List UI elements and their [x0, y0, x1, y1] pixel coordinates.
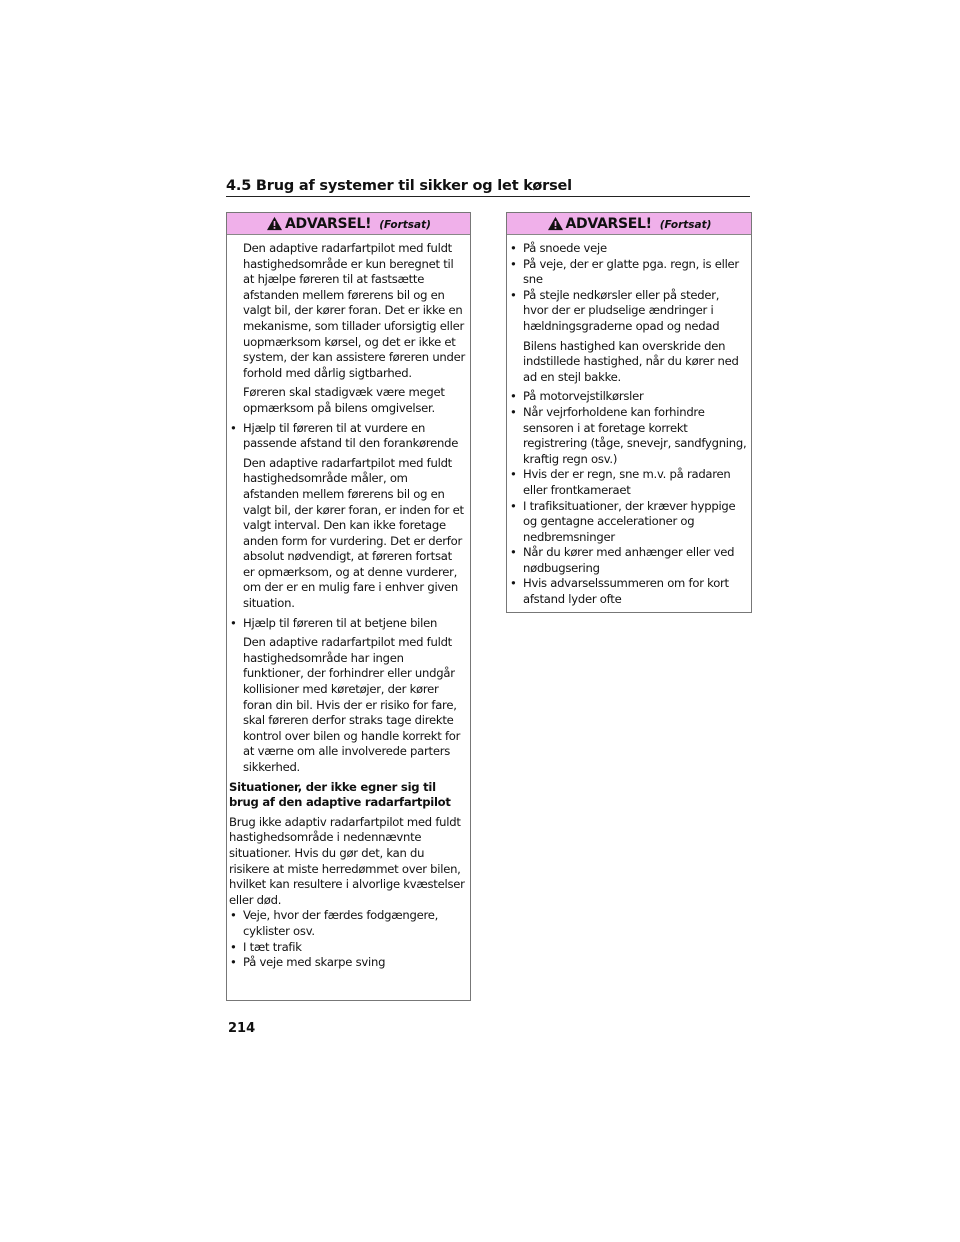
warning-body	[227, 235, 470, 971]
paragraph: Den adaptive radarfartpilot med fuldt hastighedsområde er kun beregnet til at hjælpe føreren til at fastsætte afstanden mellem førerens bil og en valgt bil, der kører foran. Det er ikke en mekanisme, som tillader uforsigtig eller uopmærksom kørsel, og det er ikke et system, der kan assistere føreren under forhold med dårlig sigtbarhed.	[243, 241, 466, 380]
bullet-item: • På stejle nedkørsler eller på steder, hvor der er pludselige ændringer i hældningsgraderne opad og nedad	[509, 288, 747, 335]
bullet-text: På veje, der er glatte pga. regn, is eller sne	[523, 256, 739, 287]
subheading: Situationer, der ikke egner sig til brug af den adaptive radarfartpilot	[229, 779, 451, 810]
warning-box-right	[506, 212, 752, 613]
bullet-text: På veje med skarpe sving	[243, 955, 386, 970]
bullet-item: • På veje, der er glatte pga. regn, is eller sne	[509, 257, 747, 288]
warning-continued: (Fortsat)	[659, 218, 712, 231]
section-header: 4.5 Brug af systemer til sikker og let kørsel	[226, 178, 750, 197]
bullet-text: Hjælp til føreren til at vurdere en passende afstand til den forankørende	[243, 420, 459, 451]
warning-continued: (Fortsat)	[379, 218, 431, 231]
bullet-text: Hvis der er regn, sne m.v. på radaren eller frontkameraet	[523, 467, 731, 497]
bullet-text: På snoede veje	[523, 241, 607, 255]
bullet-text: På stejle nedkørsler eller på steder, hvor der er pludselige ændringer i hældningsgraderne opad og nedad	[523, 287, 720, 333]
bullet-item: • Når vejrforholdene kan forhindre sensoren i at foretage korrekt registrering (tåge, snevejr, sandfygning, kraftig regn osv.)	[510, 404, 747, 466]
bullet-text: I trafiksituationer, der kræver hyppige og gentagne accelerationer og nedbremsninger	[523, 498, 736, 544]
bullet-text: Hjælp til føreren til at betjene bilen	[243, 615, 438, 630]
warning-title: ADVARSEL!	[565, 215, 652, 232]
warning-triangle-icon	[547, 216, 564, 231]
warning-box-header	[507, 213, 751, 235]
paragraph: Brug ikke adaptiv radarfartpilot med fuldt hastighedsområde i nedennævnte situationer. Hvis du gør det, kan du risikere at miste herredømmet over bilen, hvilket kan resultere i alvorlige kvæstelser eller død.	[229, 814, 465, 907]
bullet-text: Når du kører med anhænger eller ved nødbugsering	[523, 545, 735, 575]
warning-triangle-icon	[266, 216, 283, 231]
bullet-item: • I trafiksituationer, der kræver hyppige og gentagne accelerationer og nedbremsninger	[509, 499, 747, 546]
bullet-item: • I tæt trafik	[229, 940, 466, 956]
warning-box-left	[226, 212, 471, 1001]
bullet-text: Hvis advarselssummeren om for kort afstand lyder ofte	[523, 576, 729, 607]
warning-box-header	[227, 213, 470, 235]
bullet-item: • På snoede veje	[509, 241, 747, 257]
bullet-item: • Hvis der er regn, sne m.v. på radaren eller frontkameraet	[509, 467, 747, 498]
bullet-item: • Hvis advarselssummeren om for kort afstand lyder ofte	[509, 576, 747, 607]
bullet-item: • Hjælp til føreren til at vurdere en passende afstand til den forankørende	[229, 421, 466, 452]
bullet-text: Når vejrforholdene kan forhindre sensoren i at foretage korrekt registrering (tåge, snevejr, sandfygning, kraftig regn osv.)	[523, 404, 747, 466]
bullet-text: Veje, hvor der færdes fodgængere, cyklister osv.	[243, 908, 439, 938]
warning-title: ADVARSEL!	[285, 215, 372, 232]
bullet-item: • Hjælp til føreren til at betjene bilen	[229, 616, 466, 632]
bullet-item: • På veje med skarpe sving	[229, 955, 466, 971]
bullet-item: • Når du kører med anhænger eller ved nødbugsering	[509, 545, 747, 576]
bullet-item: • Veje, hvor der færdes fodgængere, cyklister osv.	[229, 908, 466, 939]
bullet-item: • På motorvejstilkørsler	[509, 389, 747, 405]
paragraph: Bilens hastighed kan overskride den indstillede hastighed, når du kører ned ad en stejl bakke.	[523, 338, 739, 384]
paragraph: Føreren skal stadigvæk være meget opmærksom på bilens omgivelser.	[243, 385, 445, 415]
page-number: 214	[228, 1021, 256, 1036]
paragraph: Den adaptive radarfartpilot med fuldt hastighedsområde måler, om afstanden mellem førerens bil og en valgt bil, der kører foran, er inden for et valgt interval. Den kan ikke foretage anden form for vurdering. Det er derfor absolut nødvendigt, at føreren fortsat er opmærksom, og at denne vurderer, om der er en mulig fare i enhver given situation.	[243, 455, 464, 611]
bullet-text: På motorvejstilkørsler	[523, 389, 644, 404]
paragraph: Den adaptive radarfartpilot med fuldt hastighedsområde har ingen funktioner, der forhindrer eller undgår kollisioner med køretøjer, der kører foran din bil. Hvis der er risiko for fare, skal føreren derfor straks tage direkte kontrol over bilen og handle korrekt for at værne om alle involverede parters sikkerhed.	[243, 635, 461, 774]
bullet-text: I tæt trafik	[243, 939, 302, 954]
warning-body	[507, 235, 751, 608]
